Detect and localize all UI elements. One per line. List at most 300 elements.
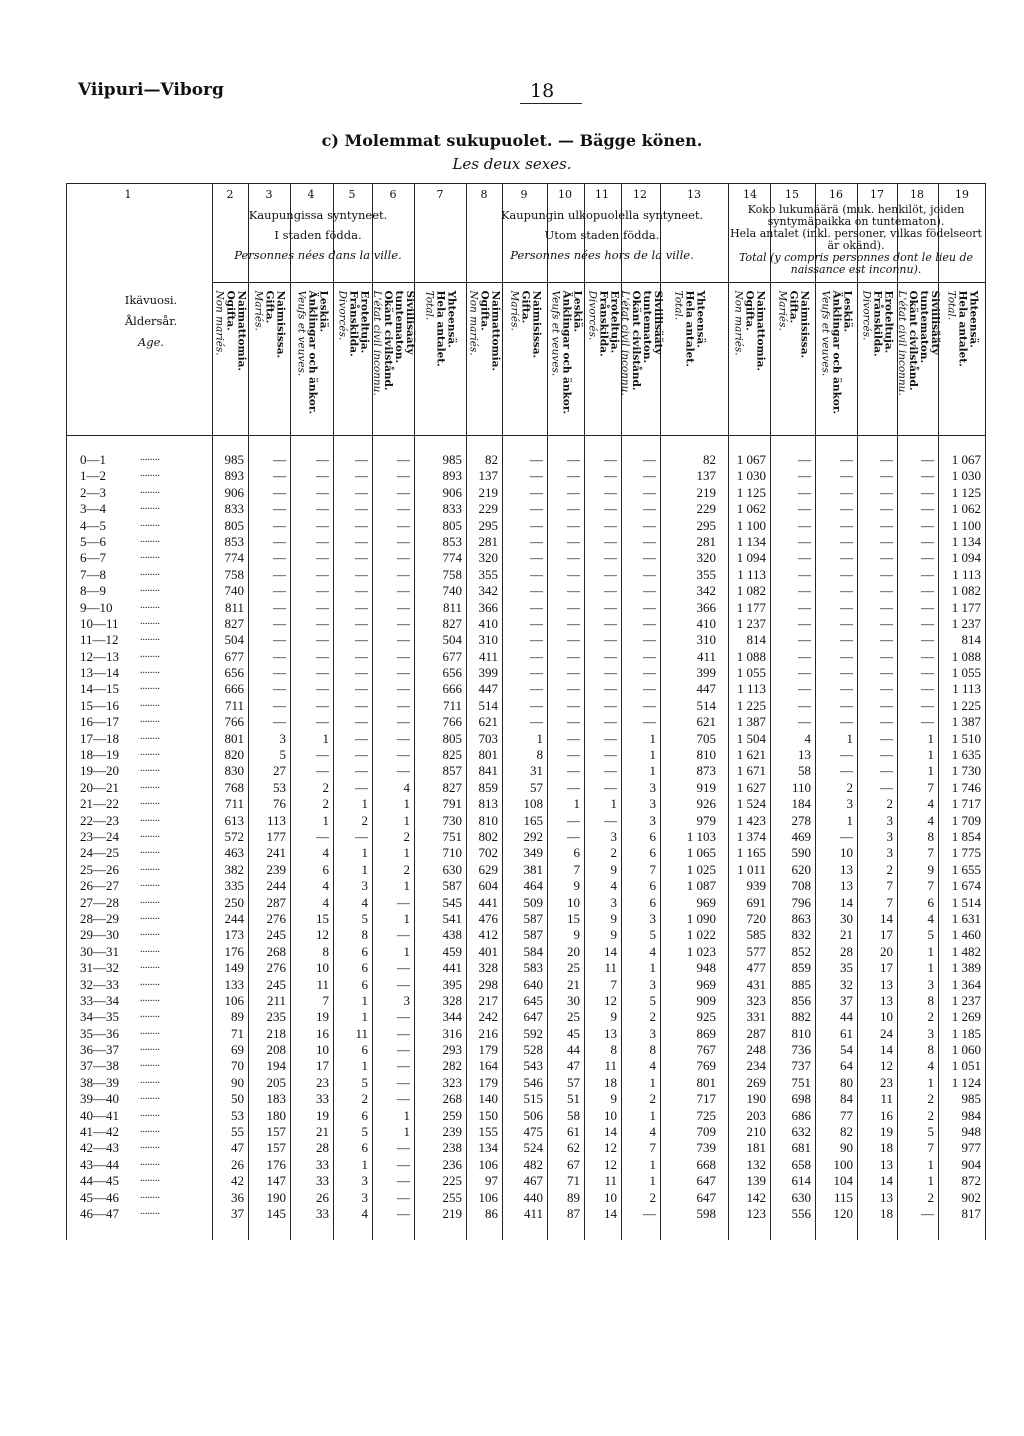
value-cell: 814 <box>961 632 981 648</box>
value-cell: — <box>273 648 286 664</box>
value-cell: 1 082 <box>736 583 766 599</box>
group-label-sv: I staden födda. <box>274 228 362 242</box>
table-row <box>0 1058 1024 1074</box>
value-cell: 2 <box>886 796 893 812</box>
table-body <box>0 452 1024 1222</box>
value-cell: — <box>880 615 893 631</box>
value-cell: — <box>567 714 580 730</box>
column-number: 13 <box>687 188 701 201</box>
value-cell: — <box>840 599 853 615</box>
value-cell: 3 <box>927 1025 934 1041</box>
value-cell: 225 <box>442 1173 462 1189</box>
value-cell: 82 <box>840 1124 853 1140</box>
value-cell: 1 225 <box>951 697 981 713</box>
value-cell: — <box>921 615 934 631</box>
value-cell: 235 <box>266 1009 286 1025</box>
value-cell: 6 <box>361 960 368 976</box>
value-cell: 11 <box>604 1058 617 1074</box>
value-cell: 1 113 <box>952 681 981 697</box>
column-subheader <box>618 290 664 425</box>
value-cell: 630 <box>791 1189 811 1205</box>
value-cell: 177 <box>266 828 286 844</box>
value-cell: — <box>397 927 410 943</box>
value-cell: 710 <box>442 845 462 861</box>
value-cell: — <box>397 615 410 631</box>
group-rule <box>212 282 466 283</box>
value-cell: 885 <box>791 976 811 992</box>
value-cell: 902 <box>961 1189 981 1205</box>
value-cell: 87 <box>567 1205 580 1221</box>
value-cell: 774 <box>224 550 244 566</box>
column-number: 4 <box>307 188 315 201</box>
value-cell: — <box>530 452 543 467</box>
value-cell: 1 <box>927 1156 934 1172</box>
subheader-sv: Änklingar och änkor. <box>306 290 318 414</box>
value-cell: — <box>397 452 410 467</box>
value-cell: 4 <box>361 894 368 910</box>
value-cell: 14 <box>604 943 617 959</box>
value-cell: 58 <box>798 763 811 779</box>
value-cell: 80 <box>840 1074 853 1090</box>
value-cell: — <box>840 566 853 582</box>
value-cell: — <box>604 812 617 828</box>
value-cell: 1 065 <box>686 845 716 861</box>
value-cell: 4 <box>610 878 617 894</box>
value-cell: 1 <box>649 1107 656 1123</box>
value-cell: 1 <box>361 1009 368 1025</box>
value-cell: 2 <box>649 1009 656 1025</box>
value-cell: 827 <box>224 615 244 631</box>
value-cell: 2 <box>403 861 410 877</box>
leader-dots: ........ <box>140 1205 160 1217</box>
value-cell: 69 <box>231 1042 244 1058</box>
value-cell: — <box>355 599 368 615</box>
value-cell: 1 <box>927 943 934 959</box>
value-cell: — <box>567 615 580 631</box>
value-cell: 1 055 <box>951 665 981 681</box>
value-cell: 30 <box>840 910 853 926</box>
value-cell: 1 389 <box>951 960 981 976</box>
value-cell: 9 <box>610 1009 617 1025</box>
value-cell: 504 <box>224 632 244 648</box>
value-cell: 17 <box>880 960 893 976</box>
value-cell: 310 <box>696 632 716 648</box>
table-row <box>0 993 1024 1009</box>
value-cell: 1 <box>403 845 410 861</box>
column-subheader-text <box>733 290 766 425</box>
value-cell: 9 <box>573 878 580 894</box>
value-cell: 71 <box>231 1025 244 1041</box>
value-cell: 234 <box>746 1058 766 1074</box>
value-cell: 61 <box>567 1124 580 1140</box>
value-cell: — <box>316 665 329 681</box>
value-cell: 137 <box>478 468 498 484</box>
value-cell: 7 <box>649 1140 656 1156</box>
value-cell: 853 <box>224 533 244 549</box>
value-cell: 164 <box>478 1058 498 1074</box>
value-cell: 106 <box>478 1189 498 1205</box>
value-cell: 1 100 <box>951 517 981 533</box>
value-cell: 705 <box>696 730 716 746</box>
value-cell: 6 <box>361 976 368 992</box>
value-cell: 827 <box>442 615 462 631</box>
value-cell: — <box>604 468 617 484</box>
value-cell: — <box>567 517 580 533</box>
value-cell: — <box>798 714 811 730</box>
value-cell: 769 <box>696 1058 716 1074</box>
value-cell: 1 <box>573 796 580 812</box>
value-cell: — <box>643 599 656 615</box>
subheader-fi: Siviilisääty tuntematon. <box>640 290 664 363</box>
value-cell: 13 <box>880 1189 893 1205</box>
value-cell: — <box>355 517 368 533</box>
value-cell: 873 <box>696 763 716 779</box>
value-cell: 28 <box>316 1140 329 1156</box>
subheader-fi: Eroteltuja. <box>358 290 370 353</box>
value-cell: 584 <box>523 943 543 959</box>
value-cell: — <box>880 714 893 730</box>
value-cell: 42 <box>231 1173 244 1189</box>
value-cell: 13 <box>840 878 853 894</box>
table-row <box>0 813 1024 829</box>
leader-dots: ........ <box>140 697 160 709</box>
value-cell: 766 <box>442 714 462 730</box>
age-cell: 3—4 <box>80 501 106 517</box>
value-cell: 6 <box>927 894 934 910</box>
value-cell: — <box>355 779 368 795</box>
value-cell: 1 225 <box>736 697 766 713</box>
subheader-fr: Divorcés. <box>586 290 598 340</box>
value-cell: 395 <box>442 976 462 992</box>
value-cell: — <box>567 697 580 713</box>
value-cell: 1 <box>927 1173 934 1189</box>
value-cell: 543 <box>523 1058 543 1074</box>
value-cell: — <box>397 894 410 910</box>
value-cell: 399 <box>478 665 498 681</box>
value-cell: — <box>397 1009 410 1025</box>
value-cell: — <box>880 632 893 648</box>
column-subheader-text <box>820 290 853 425</box>
page-number-rule <box>520 103 582 104</box>
value-cell: — <box>316 763 329 779</box>
value-cell: — <box>397 566 410 582</box>
value-cell: 236 <box>442 1156 462 1172</box>
table-row <box>0 747 1024 763</box>
subheader-fi: Yhteensä. <box>694 290 707 348</box>
value-cell: 1 <box>403 812 410 828</box>
value-cell: 1 <box>536 730 543 746</box>
value-cell: 621 <box>478 714 498 730</box>
value-cell: 1 051 <box>951 1058 981 1074</box>
table-row <box>0 698 1024 714</box>
value-cell: 656 <box>442 665 462 681</box>
value-cell: — <box>355 615 368 631</box>
value-cell: 229 <box>696 501 716 517</box>
value-cell: 70 <box>231 1058 244 1074</box>
value-cell: — <box>355 550 368 566</box>
value-cell: 82 <box>485 452 498 467</box>
age-cell: 27—28 <box>80 894 119 910</box>
age-cell: 24—25 <box>80 845 119 861</box>
value-cell: 4 <box>322 878 329 894</box>
value-cell: 1 023 <box>686 943 716 959</box>
value-cell: 10 <box>604 1107 617 1123</box>
value-cell: — <box>355 632 368 648</box>
value-cell: 355 <box>696 566 716 582</box>
value-cell: — <box>273 550 286 566</box>
value-cell: 5 <box>361 1124 368 1140</box>
column-subheader <box>372 290 414 425</box>
table-row <box>0 944 1024 960</box>
subheader-fr: Veufs et veuves. <box>549 290 561 376</box>
value-cell: 366 <box>478 599 498 615</box>
value-cell: — <box>921 1205 934 1221</box>
value-cell: 708 <box>791 878 811 894</box>
age-cell: 35—36 <box>80 1025 119 1041</box>
value-cell: — <box>880 550 893 566</box>
value-cell: 545 <box>442 894 462 910</box>
table-row <box>0 960 1024 976</box>
value-cell: 21 <box>840 927 853 943</box>
value-cell: — <box>355 665 368 681</box>
value-cell: 71 <box>567 1173 580 1189</box>
value-cell: 293 <box>442 1042 462 1058</box>
group-label-sv: Hela antalet (inkl. personer, vilkas födelseort är okänd). <box>730 227 982 252</box>
value-cell: 8 <box>927 992 934 1008</box>
value-cell: 5 <box>361 1074 368 1090</box>
value-cell: 150 <box>478 1107 498 1123</box>
value-cell: 323 <box>746 992 766 1008</box>
subheader-fr: Veufs et veuves. <box>295 290 307 376</box>
column-number: 14 <box>743 188 757 201</box>
age-cell: 30—31 <box>80 943 119 959</box>
leader-dots: ........ <box>140 992 160 1004</box>
value-cell: 475 <box>523 1124 543 1140</box>
value-cell: 438 <box>442 927 462 943</box>
value-cell: 335 <box>224 878 244 894</box>
table-row <box>0 714 1024 730</box>
value-cell: 739 <box>696 1140 716 1156</box>
value-cell: 686 <box>791 1107 811 1123</box>
value-cell: 1 510 <box>951 730 981 746</box>
value-cell: 32 <box>840 976 853 992</box>
value-cell: 3 <box>846 796 853 812</box>
value-cell: 17 <box>880 927 893 943</box>
value-cell: 583 <box>523 960 543 976</box>
table-row <box>0 649 1024 665</box>
value-cell: 120 <box>833 1205 853 1221</box>
value-cell: 3 <box>886 828 893 844</box>
column-subheader <box>333 290 372 425</box>
value-cell: — <box>880 484 893 500</box>
value-cell: — <box>273 615 286 631</box>
age-cell: 36—37 <box>80 1042 119 1058</box>
value-cell: — <box>921 599 934 615</box>
value-cell: 1 062 <box>736 501 766 517</box>
value-cell: — <box>604 648 617 664</box>
value-cell: 1 709 <box>951 812 981 828</box>
value-cell: 9 <box>573 927 580 943</box>
value-cell: 381 <box>523 861 543 877</box>
table-row <box>0 485 1024 501</box>
value-cell: — <box>840 763 853 779</box>
leader-dots: ........ <box>140 1091 160 1103</box>
table-row <box>0 1157 1024 1173</box>
value-cell: 282 <box>442 1058 462 1074</box>
age-cell: 0—1 <box>80 452 106 467</box>
value-cell: 4 <box>927 796 934 812</box>
table-row <box>0 567 1024 583</box>
value-cell: — <box>604 550 617 566</box>
value-cell: 5 <box>927 1124 934 1140</box>
value-cell: — <box>355 533 368 549</box>
value-cell: 106 <box>478 1156 498 1172</box>
value-cell: — <box>604 566 617 582</box>
value-cell: 27 <box>273 763 286 779</box>
value-cell: 89 <box>567 1189 580 1205</box>
value-cell: 4 <box>361 1205 368 1221</box>
value-cell: 5 <box>649 992 656 1008</box>
value-cell: 1 <box>361 861 368 877</box>
value-cell: 1 <box>927 730 934 746</box>
age-cell: 37—38 <box>80 1058 119 1074</box>
value-cell: — <box>840 714 853 730</box>
value-cell: 1 113 <box>952 566 981 582</box>
leader-dots: ........ <box>140 747 160 759</box>
subheader-sv: Gifta. <box>263 290 276 323</box>
value-cell: — <box>880 468 893 484</box>
value-cell: — <box>643 714 656 730</box>
leader-dots: ........ <box>140 452 160 463</box>
value-cell: 10 <box>880 1009 893 1025</box>
value-cell: 1 055 <box>736 665 766 681</box>
value-cell: 3 <box>886 845 893 861</box>
leader-dots: ........ <box>140 976 160 988</box>
value-cell: 219 <box>442 1205 462 1221</box>
value-cell: 3 <box>361 1173 368 1189</box>
column-number: 9 <box>520 188 528 201</box>
value-cell: 666 <box>442 681 462 697</box>
value-cell: — <box>273 533 286 549</box>
subheader-fi: Naimattomia. <box>754 290 767 371</box>
value-cell: — <box>397 484 410 500</box>
value-cell: 620 <box>791 861 811 877</box>
value-cell: 218 <box>266 1025 286 1041</box>
value-cell: 9 <box>610 910 617 926</box>
group-label-fi: Kaupungissa syntyneet. <box>248 208 388 222</box>
value-cell: — <box>397 697 410 713</box>
value-cell: 504 <box>442 632 462 648</box>
value-cell: 11 <box>316 976 329 992</box>
value-cell: — <box>567 648 580 664</box>
subheader-fi: Naimattomia. <box>489 290 502 371</box>
age-cell: 44—45 <box>80 1173 119 1189</box>
value-cell: 592 <box>523 1025 543 1041</box>
value-cell: 21 <box>567 976 580 992</box>
value-cell: 281 <box>696 533 716 549</box>
value-cell: 1 030 <box>951 468 981 484</box>
value-cell: 2 <box>361 812 368 828</box>
value-cell: — <box>397 665 410 681</box>
value-cell: 55 <box>231 1124 244 1140</box>
value-cell: 3 <box>649 976 656 992</box>
value-cell: 268 <box>266 943 286 959</box>
value-cell: 58 <box>567 1107 580 1123</box>
value-cell: 239 <box>442 1124 462 1140</box>
value-cell: — <box>397 1173 410 1189</box>
value-cell: 248 <box>746 1042 766 1058</box>
age-label-fi: Ikävuosi. <box>124 293 178 307</box>
value-cell: 1 060 <box>951 1042 981 1058</box>
value-cell: 1 087 <box>686 878 716 894</box>
value-cell: 925 <box>696 1009 716 1025</box>
value-cell: 157 <box>266 1124 286 1140</box>
value-cell: 1 088 <box>951 648 981 664</box>
value-cell: 295 <box>696 517 716 533</box>
leader-dots: ........ <box>140 566 160 578</box>
value-cell: — <box>798 681 811 697</box>
value-cell: 323 <box>442 1074 462 1090</box>
value-cell: — <box>643 501 656 517</box>
group-label-fr: Total (y compris personnes dont le lieu de naissance est inconnu). <box>738 251 974 276</box>
value-cell: 115 <box>833 1189 853 1205</box>
subheader-fi: Yhteensä. <box>967 290 979 348</box>
value-cell: 14 <box>880 910 893 926</box>
value-cell: 463 <box>224 845 244 861</box>
group-label-fi: Koko lukumäärä (muk. henkilöt, joiden syntymäpaikka on tuntematon). <box>747 203 965 228</box>
column-subheader-text <box>214 290 247 425</box>
value-cell: 134 <box>478 1140 498 1156</box>
column-number: 7 <box>436 188 444 201</box>
value-cell: 1 100 <box>736 517 766 533</box>
value-cell: — <box>530 468 543 484</box>
value-cell: — <box>798 648 811 664</box>
value-cell: 4 <box>649 1124 656 1140</box>
value-cell: 3 <box>649 812 656 828</box>
value-cell: 621 <box>696 714 716 730</box>
value-cell: 77 <box>840 1107 853 1123</box>
column-subheader <box>728 290 770 425</box>
value-cell: 100 <box>833 1156 853 1172</box>
value-cell: 12 <box>316 927 329 943</box>
subheader-fi: Naimisissa. <box>530 290 542 358</box>
value-cell: — <box>604 779 617 795</box>
value-cell: 10 <box>840 845 853 861</box>
value-cell: — <box>798 517 811 533</box>
value-cell: 11 <box>604 960 617 976</box>
value-cell: 1 524 <box>736 796 766 812</box>
value-cell: 18 <box>880 1140 893 1156</box>
leader-dots: ........ <box>140 1042 160 1054</box>
value-cell: 598 <box>696 1205 716 1221</box>
value-cell: 25 <box>567 1009 580 1025</box>
age-column-header <box>118 290 184 353</box>
column-subheader <box>290 290 333 425</box>
table-row <box>0 468 1024 484</box>
column-number: 15 <box>785 188 799 201</box>
group-header-born-in-town <box>212 208 424 262</box>
value-cell: 211 <box>266 992 286 1008</box>
value-cell: — <box>567 452 580 467</box>
table-row <box>0 1124 1024 1140</box>
value-cell: 157 <box>266 1140 286 1156</box>
value-cell: — <box>273 697 286 713</box>
value-cell: 677 <box>224 648 244 664</box>
value-cell: 1 <box>361 992 368 1008</box>
leader-dots: ........ <box>140 1074 160 1086</box>
value-cell: 45 <box>567 1025 580 1041</box>
value-cell: 8 <box>322 943 329 959</box>
